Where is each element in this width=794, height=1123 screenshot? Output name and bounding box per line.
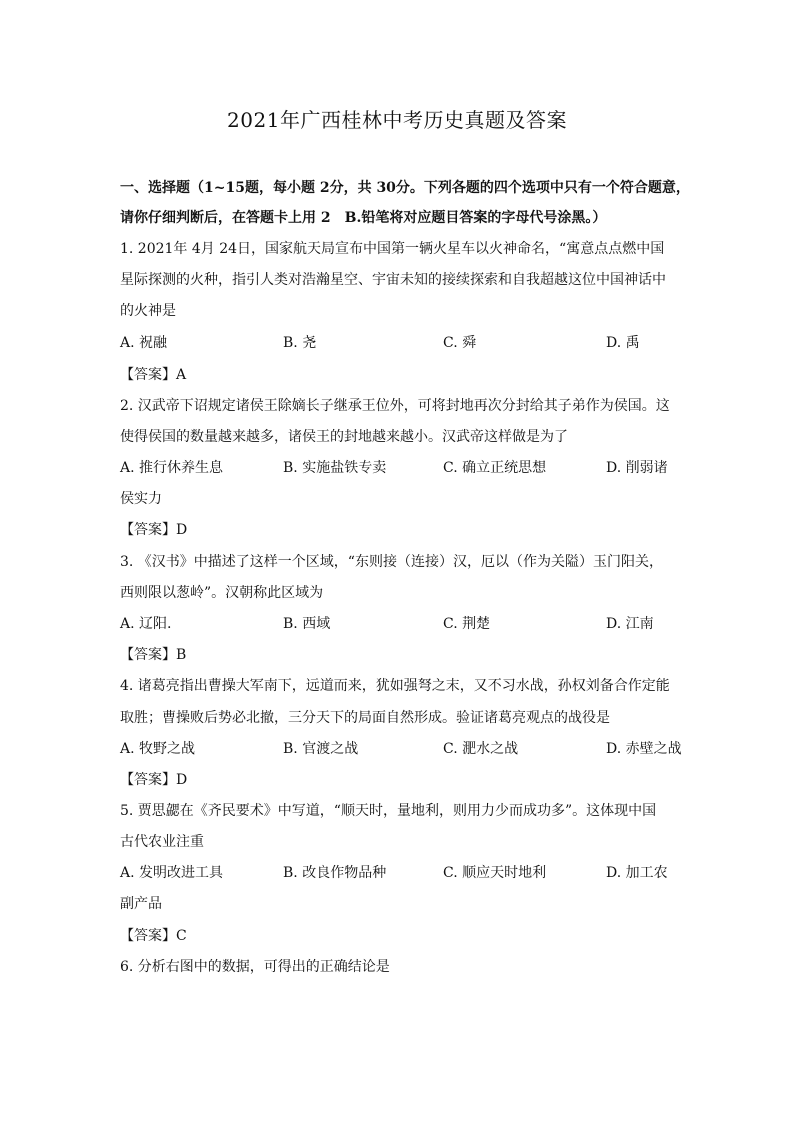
question-3-line-1: 3. 《汉书》中描述了这样一个区域，“东则接（连接）汉，厄以（作为关隘）玉门阳关， — [120, 554, 663, 570]
question-3-line-2: 西则限以葱岭”。汉朝称此区域为 — [120, 585, 324, 601]
question-1-options — [120, 332, 680, 354]
question-3-option-d: D. 江南 — [606, 616, 654, 632]
question-2-line-1: 2. 汉武帝下诏规定诸侯王除嫡长子继承王位外，可将封地再次分封给其子弟作为侯国。这 — [120, 398, 670, 414]
question-5-option-a: A. 发明改进工具 — [120, 865, 224, 881]
question-2-options — [120, 457, 680, 479]
question-5-option-wrap: 副产品 — [120, 896, 162, 912]
question-5-option-c: C. 顺应天时地利 — [443, 865, 547, 881]
question-5-line-1: 5. 贾思勰在《齐民要术》中写道，“顺天时，量地利，则用力少而成功多”。这体现中国 — [120, 803, 657, 819]
question-1-line-3: 的火神是 — [120, 303, 176, 319]
question-2-option-d: D. 削弱诸 — [606, 460, 668, 476]
question-6-line-1: 6. 分析右图中的数据，可得出的正确结论是 — [120, 959, 390, 975]
question-5-option-b: B. 改良作物品种 — [283, 865, 387, 881]
question-4-option-b: B. 官渡之战 — [283, 741, 359, 757]
question-2-option-wrap: 侯实力 — [120, 491, 162, 507]
question-1-answer: 【答案】A — [120, 367, 187, 383]
question-2-line-2: 使得侯国的数量越来越多，诸侯王的封地越来越小。汉武帝这样做是为了 — [120, 429, 568, 445]
question-2-option-a: A. 推行休养生息 — [120, 460, 224, 476]
question-4-line-1: 4. 诸葛亮指出曹操大军南下，远道而来，犹如强弩之末，又不习水战，孙权刘备合作定能 — [120, 678, 670, 694]
question-4-option-a: A. 牧野之战 — [120, 741, 196, 757]
question-4-line-2: 取胜；曹操败后势必北撤，三分天下的局面自然形成。验证诸葛亮观点的战役是 — [120, 710, 610, 726]
question-3-option-b: B. 西域 — [283, 616, 331, 632]
question-5-option-d: D. 加工农 — [606, 865, 668, 881]
section-instruction-line-2: 请你仔细判断后，在答题卡上用 2 B.铅笔将对应题目答案的字母代号涂黑。） — [120, 210, 607, 226]
question-5-answer: 【答案】C — [120, 928, 187, 944]
question-4-option-d: D. 赤壁之战 — [606, 741, 682, 757]
question-1-line-1: 1. 2021年 4月 24日，国家航天局宣布中国第一辆火星车以火神命名，“寓意点点燃中国 — [120, 241, 665, 257]
question-2-answer: 【答案】D — [120, 522, 188, 538]
question-5-options — [120, 862, 680, 884]
question-3-option-c: C. 荆楚 — [443, 616, 491, 632]
question-2-option-b: B. 实施盐铁专卖 — [283, 460, 387, 476]
question-5-line-2: 古代农业注重 — [120, 834, 204, 850]
question-3-options — [120, 613, 680, 635]
section-instruction-line-1: 一、选择题（1~15题，每小题 2分，共 30分。下列各题的四个选项中只有一个符合题意， — [120, 180, 690, 196]
question-4-options — [120, 738, 680, 760]
question-4-option-c: C. 淝水之战 — [443, 741, 519, 757]
question-1-line-2: 星际探测的火种，指引人类对浩瀚星空、宇宙未知的接续探索和自我超越这位中国神话中 — [120, 272, 666, 288]
question-3-answer: 【答案】B — [120, 647, 187, 663]
question-1-option-d: D. 禹 — [606, 335, 640, 351]
question-1-option-c: C. 舜 — [443, 335, 477, 351]
page-title: 2021年广西桂林中考历史真题及答案 — [227, 108, 567, 132]
question-4-answer: 【答案】D — [120, 772, 188, 788]
question-2-option-c: C. 确立正统思想 — [443, 460, 547, 476]
question-1-option-a: A. 祝融 — [120, 335, 168, 351]
question-1-option-b: B. 尧 — [283, 335, 317, 351]
question-3-option-a: A. 辽阳. — [120, 616, 172, 632]
